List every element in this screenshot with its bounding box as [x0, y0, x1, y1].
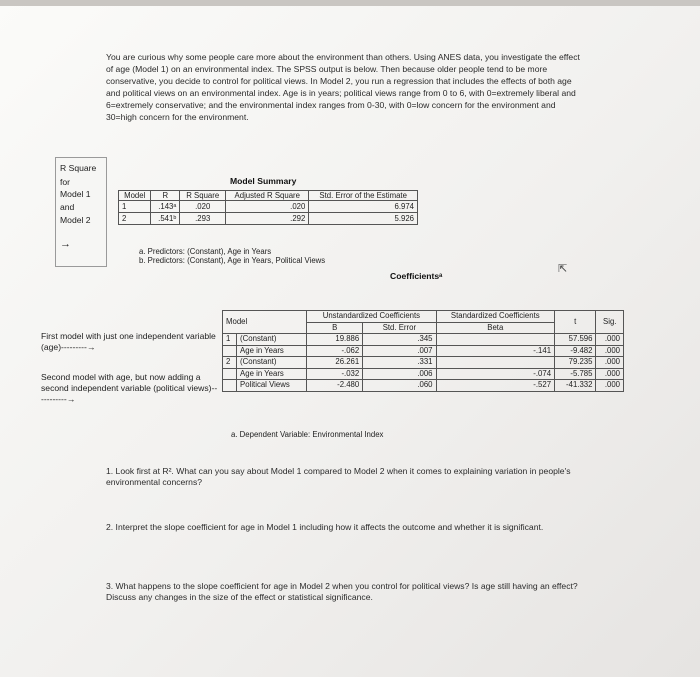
cell: 19.886 — [307, 334, 363, 346]
cell: .060 — [363, 380, 436, 392]
coefficients-table — [222, 310, 624, 392]
cell — [436, 357, 555, 369]
cell: -.062 — [307, 345, 363, 357]
col-header: Model — [223, 311, 307, 334]
col-header: R Square — [180, 191, 226, 201]
cell: Age in Years — [237, 345, 307, 357]
footnote: b. Predictors: (Constant), Age in Years, Political Views — [139, 256, 326, 266]
cell: .020 — [226, 201, 309, 213]
cell: .020 — [180, 201, 226, 213]
cell: -.032 — [307, 368, 363, 380]
table-row — [223, 334, 624, 346]
col-header: R — [151, 191, 180, 201]
cell: .000 — [596, 380, 624, 392]
model-summary-title: Model Summary — [230, 176, 297, 186]
note-line: for — [60, 177, 71, 187]
cell: 79.235 — [555, 357, 596, 369]
model-summary-notes — [139, 247, 325, 266]
right-arrow-icon: → — [60, 238, 71, 250]
cell: .345 — [363, 334, 436, 346]
cell: -.074 — [436, 368, 555, 380]
cell: -2.480 — [307, 380, 363, 392]
question-2: 2. Interpret the slope coefficient for age in Model 1 including how it affects the outcome and whether it is significant. — [106, 522, 544, 532]
footnote: a. Predictors: (Constant), Age in Years — [139, 247, 272, 256]
cell: Political Views — [237, 380, 307, 392]
coefficients-title: Coefficientsᵃ — [390, 271, 443, 281]
note-line: Model 1 — [60, 189, 91, 199]
cell: .292 — [226, 213, 309, 225]
cell: -5.785 — [555, 368, 596, 380]
cell: -9.482 — [555, 345, 596, 357]
cell: .541ᵇ — [151, 213, 180, 225]
col-header: Std. Error of the Estimate — [309, 191, 418, 201]
cell: Age in Years — [237, 368, 307, 380]
cell: .000 — [596, 345, 624, 357]
note-line: R Square — [60, 163, 97, 173]
cell: -41.332 — [555, 380, 596, 392]
table-header-row — [223, 311, 624, 323]
table-row — [119, 201, 418, 213]
cell: .331 — [363, 357, 436, 369]
table-row — [119, 213, 418, 225]
cell: (Constant) — [237, 357, 307, 369]
table-header-row — [119, 191, 418, 201]
cell: 6.974 — [309, 201, 418, 213]
cell: .000 — [596, 368, 624, 380]
mouse-cursor-icon: ⇱ — [558, 263, 568, 275]
col-header: t — [555, 311, 596, 334]
cell: .000 — [596, 357, 624, 369]
table-row — [223, 345, 624, 357]
col-header: Model — [119, 191, 151, 201]
table-row — [223, 380, 624, 392]
col-header: B — [307, 322, 363, 334]
cell: .143ᵃ — [151, 201, 180, 213]
cell — [223, 345, 237, 357]
cell: .006 — [363, 368, 436, 380]
cell: 2 — [223, 357, 237, 369]
col-header: Adjusted R Square — [226, 191, 309, 201]
col-group-header: Standardized Coefficients — [436, 311, 555, 323]
question-3: 3. What happens to the slope coefficient for age in Model 2 when you control for political views? Is age still having an effect? Discuss any changes in the size of the effect or statistical significance. — [106, 581, 578, 602]
cell: 57.596 — [555, 334, 596, 346]
cell: (Constant) — [237, 334, 307, 346]
note-line: Model 2 — [60, 215, 91, 225]
col-header: Beta — [436, 322, 555, 334]
model-summary-table — [118, 190, 418, 225]
question-1: 1. Look first at R². What can you say about Model 1 compared to Model 2 when it comes to explaining variation in people's environmental concerns? — [106, 466, 571, 487]
cell: 1 — [119, 201, 151, 213]
cell: 1 — [223, 334, 237, 346]
note-line: and — [60, 202, 75, 212]
r-square-note — [55, 157, 107, 267]
col-header: Sig. — [596, 311, 624, 334]
cell: 26.261 — [307, 357, 363, 369]
cell: 5.926 — [309, 213, 418, 225]
cell: .007 — [363, 345, 436, 357]
cell — [223, 368, 237, 380]
model1-annotation: First model with just one independent variable (age)---------→ — [41, 331, 216, 352]
cell: 2 — [119, 213, 151, 225]
model2-annotation: Second model with age, but now adding a second independent variable (political views)-----------→ — [41, 372, 218, 404]
coefficients-footnote: a. Dependent Variable: Environmental Index — [231, 430, 384, 439]
cell: .293 — [180, 213, 226, 225]
cell: -.141 — [436, 345, 555, 357]
table-row — [223, 368, 624, 380]
page-edge — [0, 0, 700, 6]
col-group-header: Unstandardized Coefficients — [307, 311, 436, 323]
cell: .000 — [596, 334, 624, 346]
cell — [223, 380, 237, 392]
cell: -.527 — [436, 380, 555, 392]
table-row — [223, 357, 624, 369]
col-header: Std. Error — [363, 322, 436, 334]
cell — [436, 334, 555, 346]
intro-paragraph: You are curious why some people care more about the environment than others. Using ANES data, you investigate the effect of age (Model 1) on an environmental index. The SPSS output is below. Then because older people tend to be more conservative, you decide to control for political views. In Model 2, you run a regression that includes the effects of both age and political views on an environmental index. Age is in years; political views range from 0 to 6, with 0=extremely liberal and 6=extremely conservative; and the environmental index ranges from 0-30, with 0=low concern for the environment and 30=high concern for the environment. — [106, 52, 580, 122]
